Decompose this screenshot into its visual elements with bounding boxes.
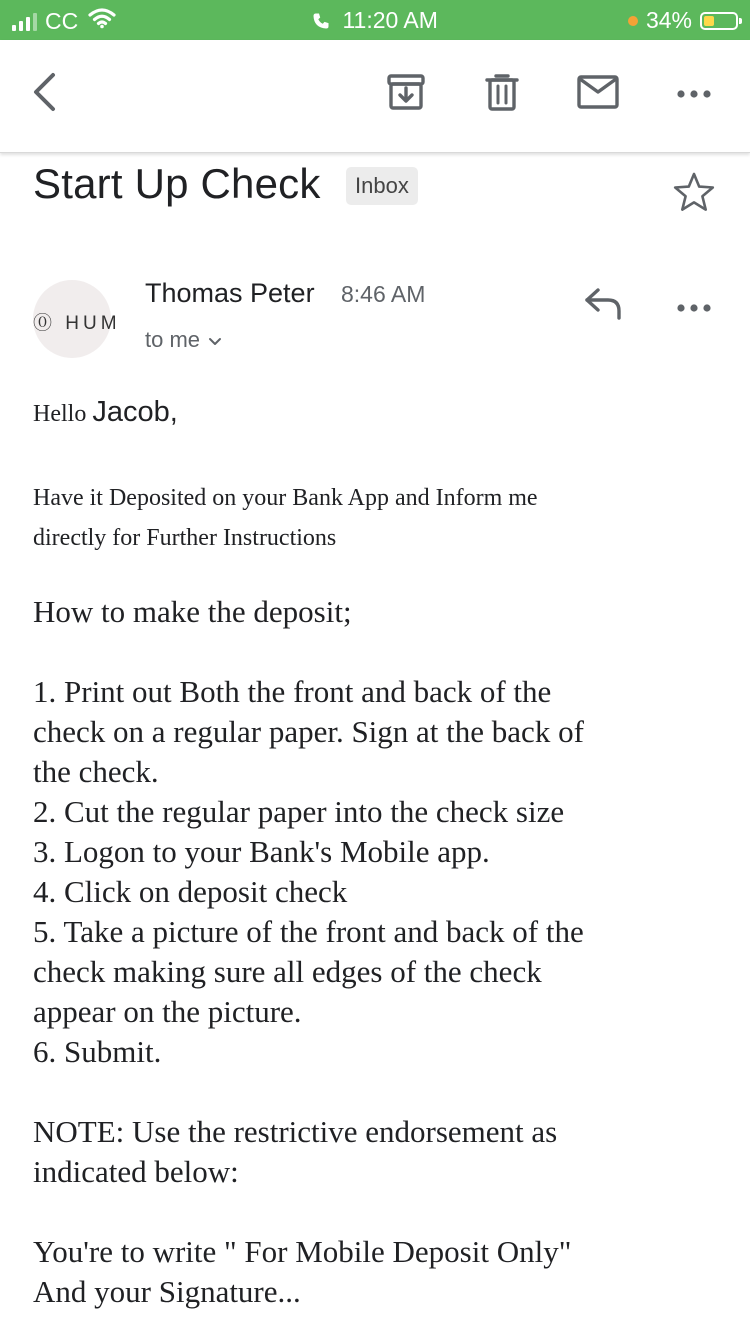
trash-icon <box>485 72 519 117</box>
email-instructions <box>33 592 713 1312</box>
email-toolbar <box>0 40 750 153</box>
step-line: appear on the picture. <box>33 994 302 1029</box>
greeting-prefix: Hello <box>33 401 87 427</box>
endorsement-line: You're to write " For Mobile Deposit Only" <box>33 1234 572 1269</box>
step-line: the check. <box>33 754 159 789</box>
note-line: indicated below: <box>33 1154 239 1189</box>
star-icon <box>673 199 715 216</box>
greeting-name: Jacob, <box>92 396 178 428</box>
more-options-button[interactable] <box>670 70 718 118</box>
endorsement-line: And your Signature... <box>33 1274 301 1309</box>
step-line: 3. Logon to your Bank's Mobile app. <box>33 834 490 869</box>
battery-percent: 34% <box>645 7 692 33</box>
archive-icon <box>387 73 425 116</box>
star-button[interactable] <box>673 172 715 217</box>
sent-time: 8:46 AM <box>341 281 426 307</box>
step-line: check making sure all edges of the check <box>33 954 542 989</box>
step-line: 4. Click on deposit check <box>33 874 348 909</box>
status-bar <box>0 0 750 40</box>
avatar-logo-text: ⓪ HUM <box>33 313 121 334</box>
intro-line: directly for Further Instructions <box>33 525 337 551</box>
avatar[interactable] <box>33 280 121 358</box>
reply-button[interactable] <box>582 284 624 325</box>
delete-button[interactable] <box>478 70 526 118</box>
back-button[interactable] <box>20 70 68 118</box>
step-line: 6. Submit. <box>33 1034 162 1069</box>
battery-fill <box>704 16 714 26</box>
step-line: 2. Cut the regular paper into the check size <box>33 794 565 829</box>
email-greeting <box>33 396 178 429</box>
battery-icon <box>700 12 738 30</box>
reply-icon <box>582 307 624 324</box>
privacy-indicator-icon <box>628 16 638 26</box>
recipient-label: to me <box>145 327 201 352</box>
sender-row <box>0 270 750 370</box>
recipient-details-toggle[interactable] <box>145 327 222 353</box>
more-icon <box>677 85 711 103</box>
step-line: 1. Print out Both the front and back of the <box>33 674 552 709</box>
chevron-down-icon <box>208 327 222 353</box>
intro-line: Have it Deposited on your Bank App and Inform me <box>33 485 538 511</box>
email-subject: Start Up Check <box>33 160 321 207</box>
message-more-button[interactable] <box>677 299 711 317</box>
clock: 11:20 AM <box>342 7 438 33</box>
how-to-heading: How to make the deposit; <box>33 594 352 629</box>
mark-unread-button[interactable] <box>574 70 622 118</box>
inbox-label-chip[interactable]: Inbox <box>346 167 418 205</box>
phone-icon <box>312 9 330 36</box>
email-intro <box>33 478 693 558</box>
sender-name: Thomas Peter <box>145 278 315 308</box>
archive-button[interactable] <box>382 70 430 118</box>
step-line: check on a regular paper. Sign at the back of <box>33 714 584 749</box>
status-right <box>628 7 738 34</box>
chevron-left-icon <box>29 72 59 117</box>
step-line: 5. Take a picture of the front and back of the <box>33 914 584 949</box>
more-icon <box>677 299 711 316</box>
carrier-label: CC <box>45 7 79 34</box>
subject-row <box>33 160 723 220</box>
mail-icon <box>577 75 619 114</box>
note-line: NOTE: Use the restrictive endorsement as <box>33 1114 558 1149</box>
